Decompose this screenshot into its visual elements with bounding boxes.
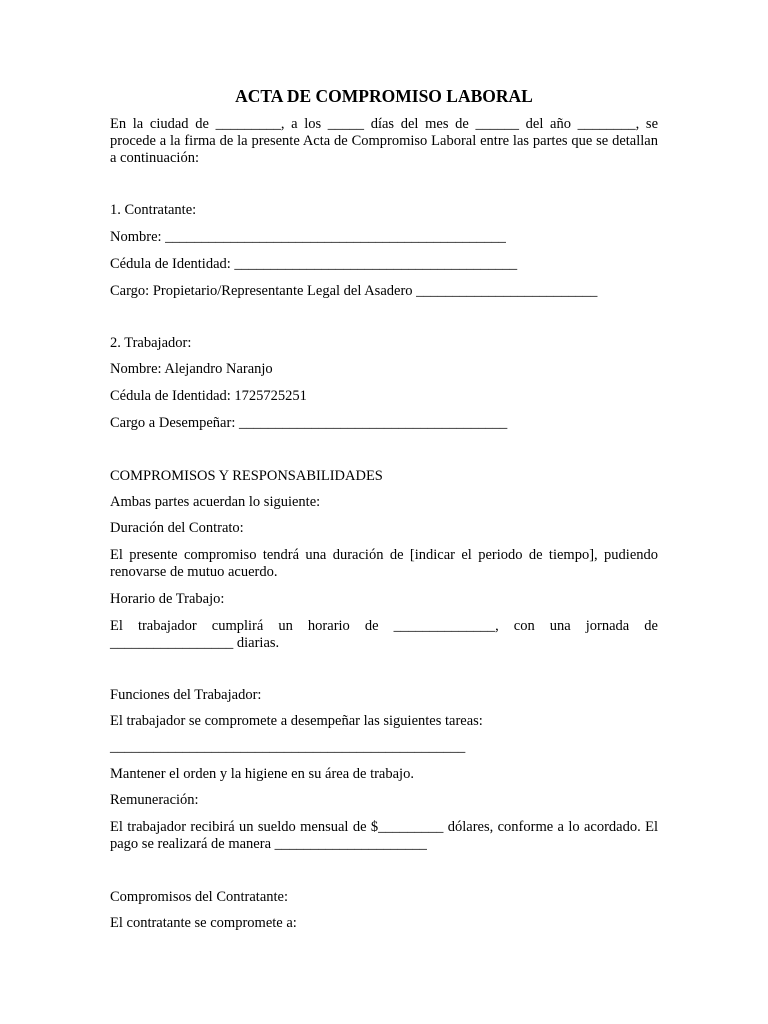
funciones-blank-line: _________________________________________________ <box>110 739 466 755</box>
contratante-cargo: Cargo: Propietario/Representante Legal del Asadero _________________________ <box>110 283 598 299</box>
trabajador-heading: 2. Trabajador: <box>110 335 192 351</box>
duracion-paragraph: El presente compromiso tendrá una duración de [indicar el periodo de tiempo], pudiendo renovarse de mutuo acuerdo. <box>110 547 658 580</box>
compromisos-contratante-heading: Compromisos del Contratante: <box>110 889 289 905</box>
compromisos-contratante-text: El contratante se compromete a: <box>110 915 297 931</box>
contratante-cedula: Cédula de Identidad: _______________________________________ <box>110 256 518 272</box>
funciones-heading: Funciones del Trabajador: <box>110 687 262 703</box>
intro-paragraph: En la ciudad de _________, a los _____ días del mes de ______ del año ________, se procede a la firma de la presente Acta de Compromiso Laboral entre las partes que se detallan a continuación: <box>110 116 658 166</box>
compromisos-heading: COMPROMISOS Y RESPONSABILIDADES <box>110 468 383 484</box>
trabajador-cedula: Cédula de Identidad: 1725725251 <box>110 388 307 404</box>
duracion-heading: Duración del Contrato: <box>110 520 244 536</box>
contratante-nombre: Nombre: _______________________________________________ <box>110 229 506 245</box>
funciones-orden: Mantener el orden y la higiene en su área de trabajo. <box>110 766 414 782</box>
contratante-heading: 1. Contratante: <box>110 202 197 218</box>
remuneracion-paragraph: El trabajador recibirá un sueldo mensual de $_________ dólares, conforme a lo acordado. El pago se realizará de manera _____________________ <box>110 819 658 852</box>
horario-heading: Horario de Trabajo: <box>110 591 225 607</box>
acuerdo-text: Ambas partes acuerdan lo siguiente: <box>110 494 321 510</box>
trabajador-nombre: Nombre: Alejandro Naranjo <box>110 361 273 377</box>
horario-paragraph: El trabajador cumplirá un horario de ______________, con una jornada de _________________ diarias. <box>110 618 658 651</box>
remuneracion-heading: Remuneración: <box>110 792 199 808</box>
funciones-text: El trabajador se compromete a desempeñar las siguientes tareas: <box>110 713 483 729</box>
trabajador-cargo: Cargo a Desempeñar: _____________________________________ <box>110 415 508 431</box>
document-title: ACTA DE COMPROMISO LABORAL <box>235 86 533 106</box>
